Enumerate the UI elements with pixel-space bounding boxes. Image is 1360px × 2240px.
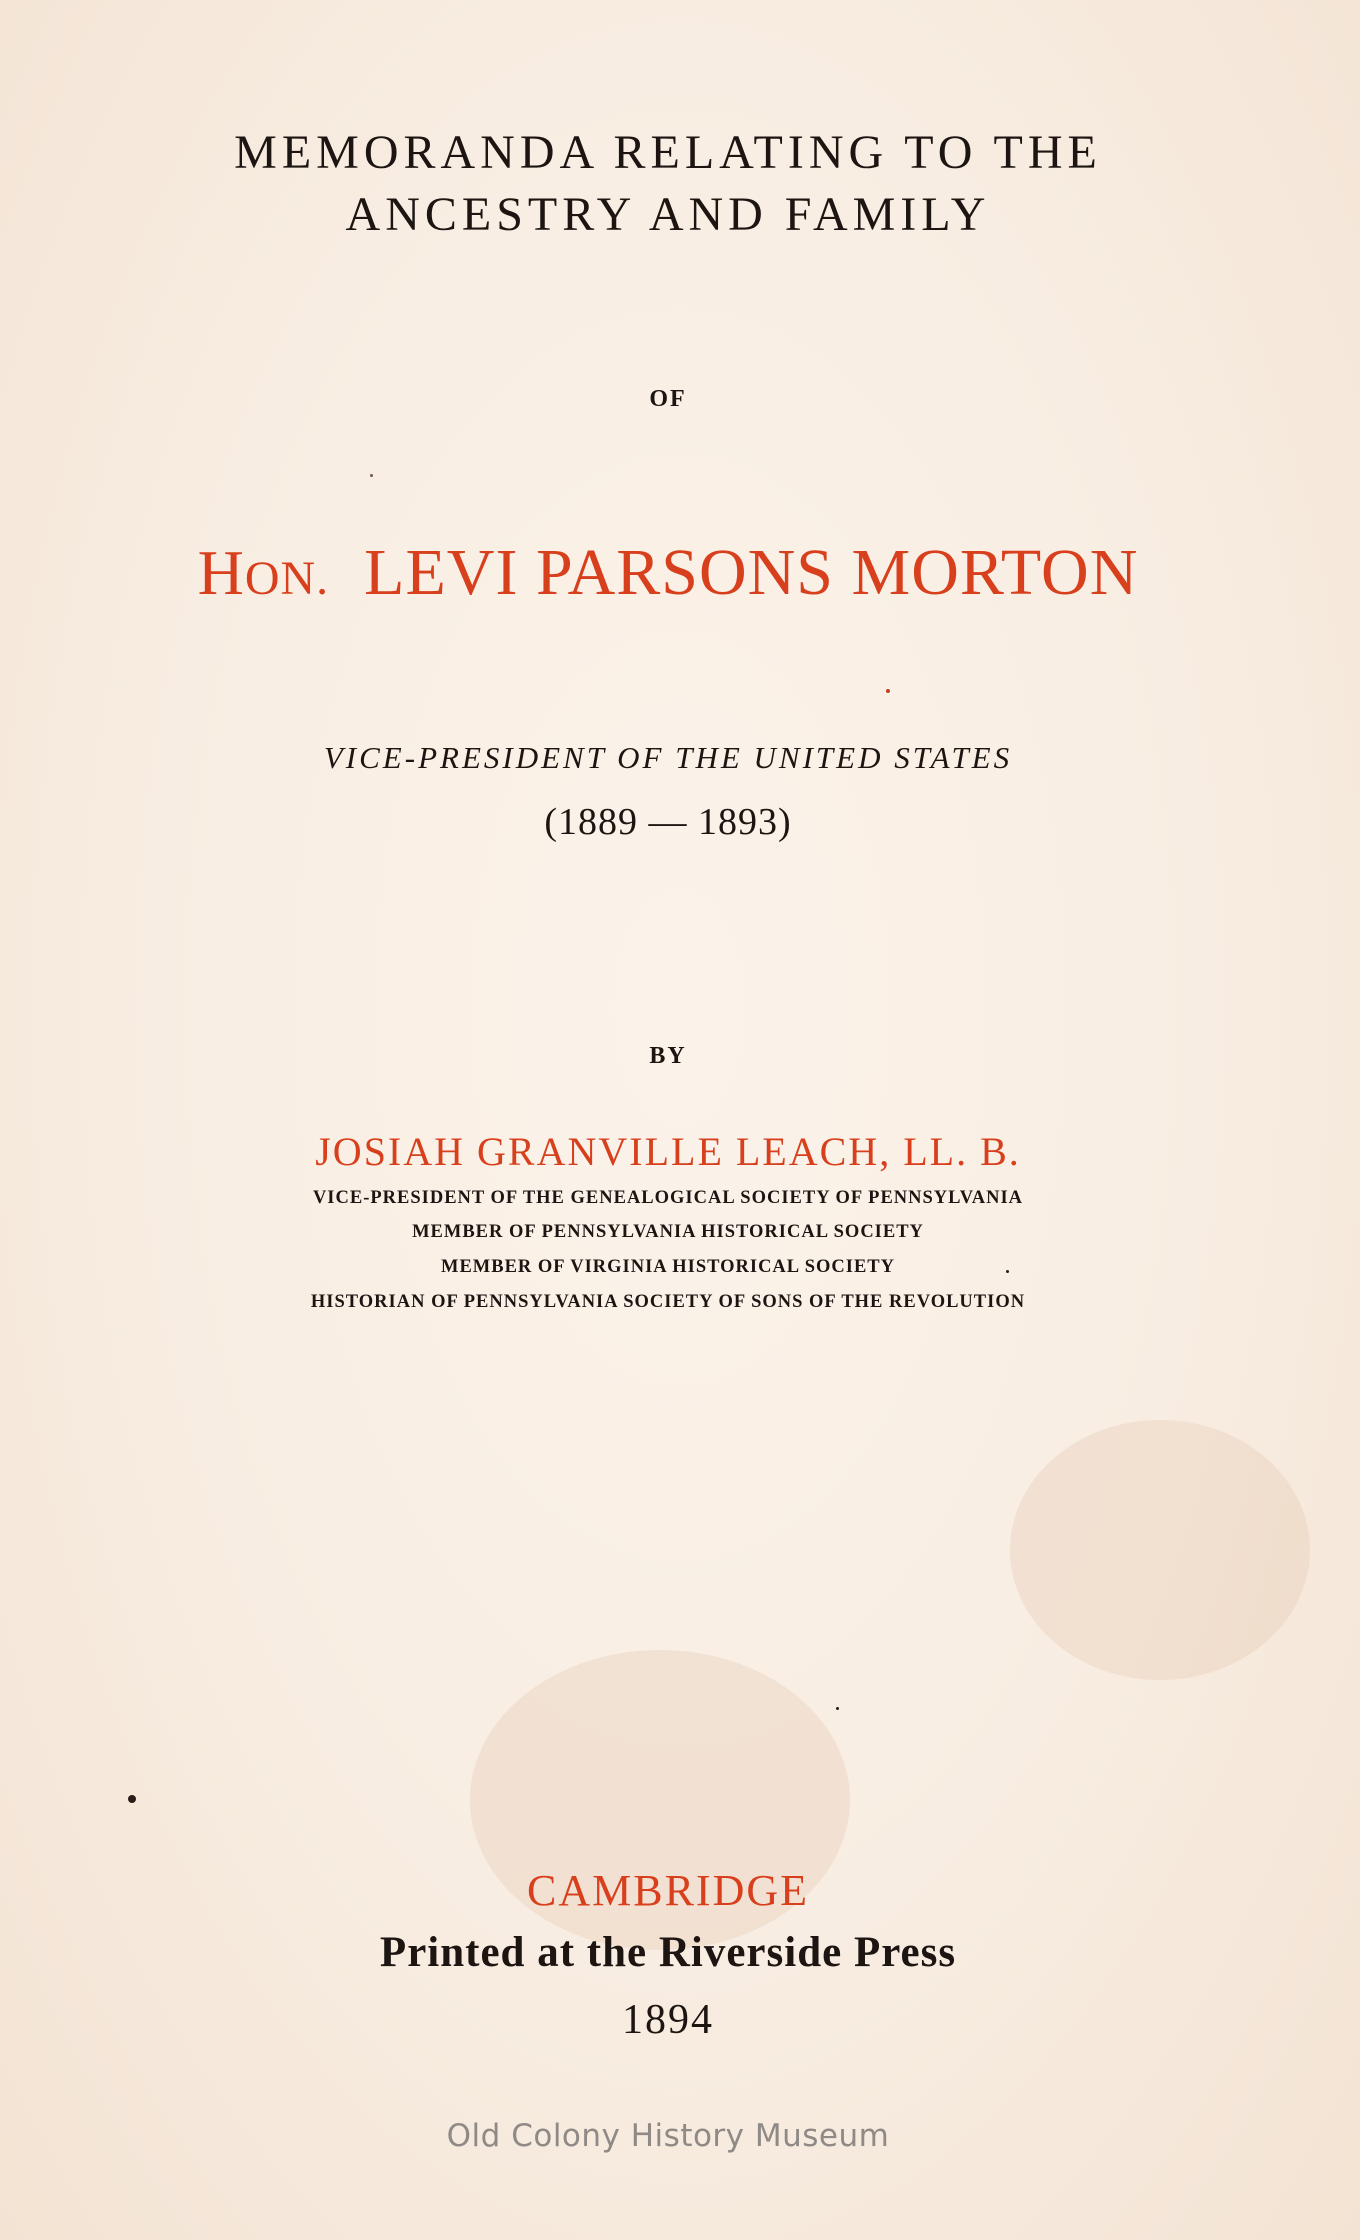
ink-speck (370, 474, 373, 477)
by-connector: BY (649, 1043, 687, 1069)
subject-years: (1889 — 1893) (544, 801, 792, 843)
imprint-year: 1894 (622, 1997, 714, 2043)
author-credential: VICE-PRESIDENT OF THE GENEALOGICAL SOCIETY OF PENNSYLVANIA (312, 1188, 1024, 1208)
subject-full-name: LEVI PARSONS MORTON (364, 536, 1139, 609)
subject-office: VICE-PRESIDENT OF THE UNITED STATES (323, 740, 1013, 775)
museum-watermark: Old Colony History Museum (446, 2118, 890, 2154)
book-title-line-1: MEMORANDA RELATING TO THE (234, 126, 1102, 179)
ink-speck (836, 1707, 839, 1710)
book-title-line-2: ANCESTRY AND FAMILY (345, 188, 991, 241)
imprint-city: CAMBRIDGE (526, 1866, 810, 1915)
author-name: JOSIAH GRANVILLE LEACH, LL. B. (315, 1129, 1021, 1174)
imprint-press: Printed at the Riverside Press (379, 1929, 957, 1976)
ink-speck (886, 689, 890, 693)
ink-speck (128, 1795, 136, 1803)
subject-name (0, 535, 1348, 611)
paper-stain (1010, 1420, 1310, 1680)
ink-speck (1006, 1270, 1009, 1273)
of-connector: OF (649, 386, 687, 412)
author-credential: MEMBER OF VIRGINIA HISTORICAL SOCIETY (440, 1257, 896, 1277)
author-credential: MEMBER OF PENNSYLVANIA HISTORICAL SOCIETY (412, 1222, 924, 1242)
subject-honorific: HON. (197, 537, 330, 608)
author-credential: HISTORIAN OF PENNSYLVANIA SOCIETY OF SONS OF THE REVOLUTION (310, 1292, 1026, 1312)
